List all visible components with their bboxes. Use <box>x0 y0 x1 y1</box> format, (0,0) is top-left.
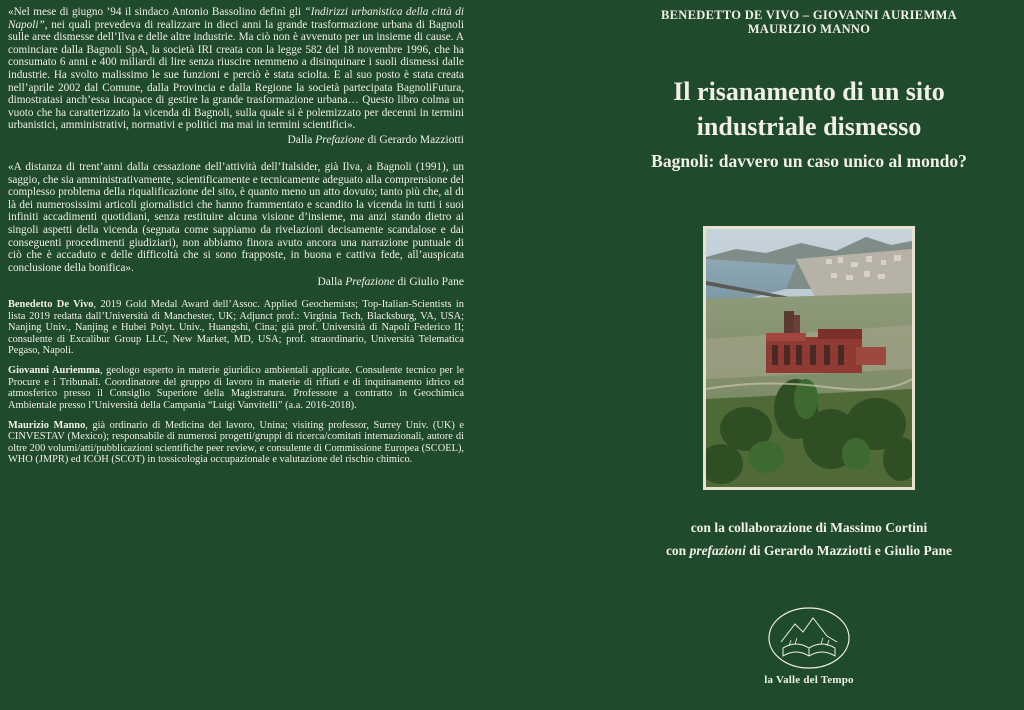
authors <box>600 8 1018 36</box>
open-book-mountain-icon <box>765 604 853 674</box>
author-bios <box>8 299 464 465</box>
quote-mazziotti-text: «Nel mese di giugno ’94 il sindaco Antonio Bassolino definì gli “Indirizzi urbanistica della città di Napoli”, nei quali prevedeva di realizzare in dieci anni la grande trasformazione urbana di Bagnoli sulle aree dismesse dell’Ilva e delle altre industrie. Ma ciò non è avvenuto per un insieme di cause. A cominciare dalla Bagnoli SpA, la società IRI creata con la legge 582 del 18 novembre 1996, che ha consumato 6 anni e 400 miliardi di lire senza riuscire nemmeno a disinquinare i suoli dismessi dalle industrie. Ha svolto malissimo le sue funzioni e perciò è stata sciolta. E al suo posto è stata creata nell’aprile 2002 dal Comune, dalla Provincia e dalla Regione la società partecipata BagnoliFutura, dimostratasi anch’essa incapace di gestire la grande trasformazione urbana… Questo libro colma un vuoto che ha caratterizzato la vicenda di Bagnoli, sulla quale si è polemizzato per decenni in termini urbanistici, amministrativi, normativi e politici ma mai in termini scientifici». <box>8 6 464 132</box>
cover-photo <box>703 226 915 490</box>
publisher-name: la Valle del Tempo <box>764 674 854 686</box>
book-title <box>600 74 1018 144</box>
collaboration-credits <box>600 516 1018 562</box>
bio-manno: Maurizio Manno, già ordinario di Medicina del lavoro, Unina; visiting professor, Surrey Univ. (UK) e CINVESTAV (Mexico); responsabile di numerosi progetti/gruppi di ricerca/comitati internazionali, autore di oltre 200 volumi/atti/pubblicazioni scientifiche peer review, e consulente di Commissione Europea (SCOEL), WHO (JMPR) ed ICOH (SCOT) in tossicologia occupazionale e valutazione del rischio chimico. <box>8 419 464 466</box>
bio-auriemma: Giovanni Auriemma, geologo esperto in materie giuridico ambientali applicate. Consulente tecnico per le Procure e i Tribunali. Coordinatore del gruppo di lavoro in materie di rifiuti e di inquinamento idrico ed atmosferico presso il Consiglio Superiore della Magistratura. Professore a contratto in Geochimica Ambientale presso l’Università della Campania “Luigi Vanvitelli” (a.a. 2016-2018). <box>8 365 464 411</box>
industrial-site-image <box>706 229 912 487</box>
title-line-1: Il risanamento di un sito <box>673 77 945 106</box>
quote-pane <box>8 161 464 289</box>
publisher-logo <box>765 604 853 674</box>
quote-pane-attribution: Dalla Prefazione di Giulio Pane <box>317 276 464 289</box>
authors-line-2: MAURIZIO MANNO <box>747 22 871 36</box>
back-cover <box>8 6 464 475</box>
quote-mazziotti-attribution: Dalla Prefazione di Gerardo Mazziotti <box>287 133 464 146</box>
quote-pane-text: «A distanza di trent’anni dalla cessazione dell’attività dell’Italsider, già Ilva, a Bagnoli (1991), un saggio, che sia amministrativamente, scientificamente e tecnicamente adeguato alla comprensione del complesso problema della riqualificazione del sito, è quanto meno un atto dovuto; tanto più che, al di là dei numerosissimi articoli giornalistici che hanno frammentato e scandito la vicenda in tutti i suoi infiniti accadimenti quotidiani, senza restituire alcuna visione d’insieme, ma anzi standο dietro ai singoli aspetti della vicenda (segnata come sappiamo da rivelazioni decisamente scandalose e dai conseguenti procedimenti giudiziari), non abbiamo finora avuto ancora una narrazione puntuale di ciò che è accaduto e delle difficoltà che si sono frapposte, in buona e cattiva fede, all’auspicata conclusione della bonifica». <box>8 160 464 274</box>
book-subtitle: Bagnoli: davvero un caso unico al mondo? <box>651 151 967 171</box>
collab-line-2: con prefazioni di Gerardo Mazziotti e Giulio Pane <box>665 543 953 558</box>
collab-line-1: con la collaborazione di Massimo Cortini <box>690 520 928 535</box>
quote-mazziotti <box>8 6 464 147</box>
title-line-2: industriale dismesso <box>696 112 922 141</box>
authors-line-1: BENEDETTO DE VIVO – GIOVANNI AURIEMMA <box>661 8 957 22</box>
front-cover <box>600 6 1018 686</box>
bio-de-vivo: Benedetto De Vivo, 2019 Gold Medal Award dell’Assoc. Applied Geochemists; Top-Italian-Scientists in lista 2019 redatta dall’Università di Manchester, UK; Adjunct prof.: Virginia Tech, Blacksburg, VA, USA; Nanjing Univ., Nanjing e Hubei Polyt. Univ., Huangshi, Cina; già prof. Università di Napoli Federico II; consulente di Excalibur Group LLC, New Market, MD, USA; prof. straordinario, Università Telematica Pegaso, Napoli. <box>8 299 464 356</box>
